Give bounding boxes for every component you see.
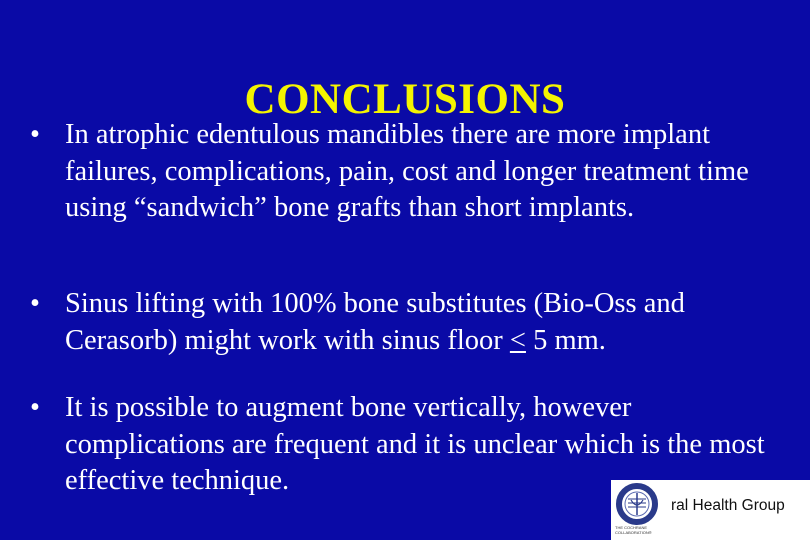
logo-group-text: ral Health Group <box>671 497 785 514</box>
bullet-text-part: Sinus lifting with 100% bone substitutes (Bio-Oss and Cerasorb) might work with sinus floor <box>65 288 685 356</box>
bullet-text: It is possible to augment bone vertically, however complications are frequent and it is unclear which is the most effective technique. <box>65 392 765 496</box>
bullet-item <box>30 286 790 359</box>
less-or-equal-symbol: < <box>509 324 526 356</box>
bullet-text: In atrophic edentulous mandibles there are more implant failures, complications, pain, cost and longer treatment time using “sandwich” bone grafts than short implants. <box>65 119 749 223</box>
bullet-text-part: 5 mm. <box>525 324 606 356</box>
bullet-text <box>65 286 790 359</box>
slide-title: CONCLUSIONS <box>244 76 566 123</box>
bullet-marker: • <box>30 392 40 423</box>
cochrane-logo <box>611 480 810 540</box>
bullet-marker: • <box>30 288 40 319</box>
cochrane-logo-icon <box>615 482 669 526</box>
bullet-item <box>30 117 790 227</box>
logo-small-text: THE COCHRANE COLLABORATION® <box>615 525 652 535</box>
bullet-marker: • <box>30 119 40 150</box>
